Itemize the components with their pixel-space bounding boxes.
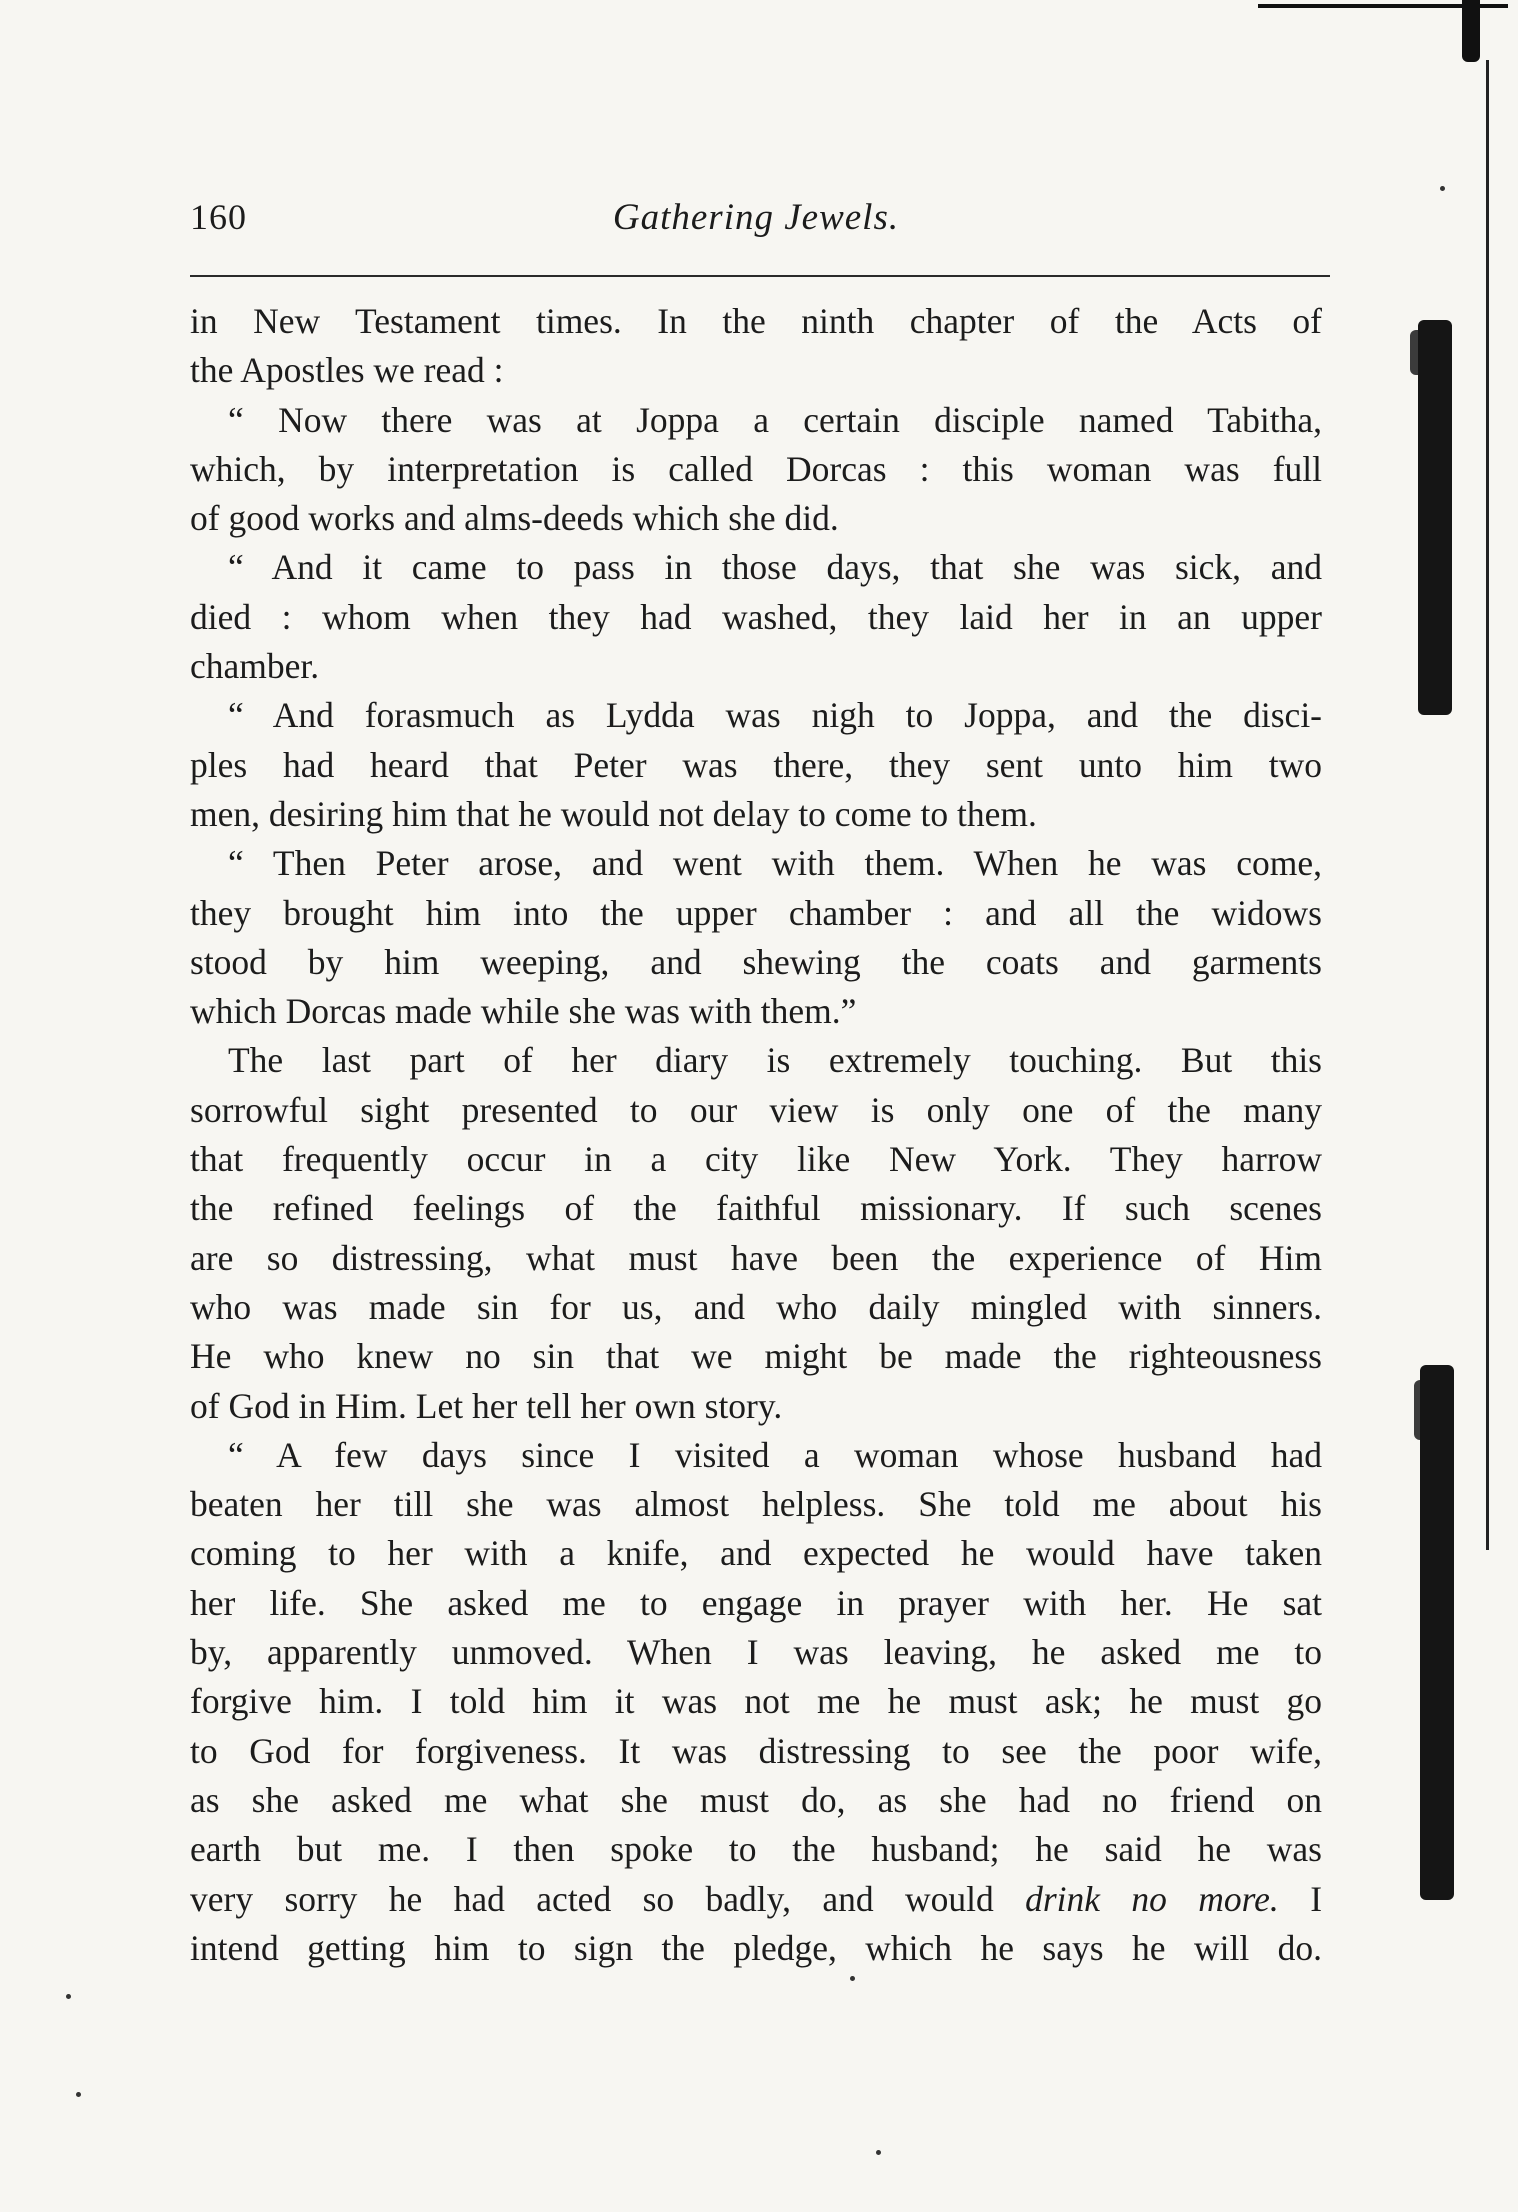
text-line (190, 1234, 1322, 1283)
speck (76, 2092, 81, 2097)
line-text: earth but me. I then spoke to the husband; he said he was (190, 1829, 1322, 1870)
text-line (190, 1875, 1322, 1924)
text-line (190, 790, 1322, 839)
text-line (190, 1825, 1322, 1874)
line-text: forgive him. I told him it was not me he must ask; he must go (190, 1681, 1322, 1722)
text-line (190, 346, 1322, 395)
speck (850, 1976, 855, 1981)
line-text: “ And it came to pass in those days, that she was sick, and (228, 547, 1322, 588)
line-text: to God for forgiveness. It was distressing to see the poor wife, (190, 1730, 1322, 1771)
text-line (190, 691, 1322, 740)
line-text: stood by him weeping, and shewing the coats and garments (190, 941, 1322, 982)
text-line (190, 1283, 1322, 1332)
scan-mark (1420, 1365, 1454, 1900)
text-line (190, 1431, 1322, 1480)
line-text: as she asked me what she must do, as she had no friend on (190, 1779, 1322, 1820)
text-line (190, 938, 1322, 987)
speck (66, 1994, 71, 1999)
line-text: which Dorcas made while she was with them.” (190, 991, 857, 1032)
line-text: “ And forasmuch as Lydda was nigh to Joppa, and the disci- (228, 695, 1322, 736)
text-line (190, 1480, 1322, 1529)
line-text: the refined feelings of the faithful missionary. If such scenes (190, 1188, 1322, 1229)
line-text: they brought him into the upper chamber : and all the widows (190, 892, 1322, 933)
text-line (190, 889, 1322, 938)
line-text: ples had heard that Peter was there, they sent unto him two (190, 744, 1322, 785)
line-text: of good works and alms-deeds which she did. (190, 498, 839, 539)
text-line (190, 494, 1322, 543)
text-line (190, 1382, 1322, 1431)
text-line (190, 1776, 1322, 1825)
line-text: He who knew no sin that we might be made the righteousness (190, 1336, 1322, 1377)
line-text-after: I (1278, 1878, 1323, 1919)
line-text: men, desiring him that he would not delay to come to them. (190, 793, 1037, 834)
line-text: which, by interpretation is called Dorcas : this woman was full (190, 448, 1322, 489)
text-line (190, 1529, 1322, 1578)
line-text: are so distressing, what must have been the experience of Him (190, 1237, 1322, 1278)
text-line (190, 445, 1322, 494)
text-line (190, 543, 1322, 592)
page-header (190, 196, 1322, 252)
speck (1440, 186, 1445, 191)
text-line (190, 1579, 1322, 1628)
body-text (190, 297, 1322, 1973)
text-line (190, 1924, 1322, 1973)
line-text: the Apostles we read : (190, 350, 504, 391)
scan-edge-hook (1462, 0, 1480, 62)
text-line (190, 1086, 1322, 1135)
text-line (190, 1628, 1322, 1677)
line-text: The last part of her diary is extremely touching. But this (228, 1040, 1322, 1081)
scan-edge-line (1486, 60, 1489, 1550)
line-text: her life. She asked me to engage in prayer with her. He sat (190, 1582, 1322, 1623)
text-line (190, 1677, 1322, 1726)
line-text: coming to her with a knife, and expected he would have taken (190, 1533, 1322, 1574)
text-line (190, 1135, 1322, 1184)
text-line (190, 839, 1322, 888)
line-text: died : whom when they had washed, they laid her in an upper (190, 596, 1322, 637)
line-text: “ Now there was at Joppa a certain disciple named Tabitha, (228, 399, 1322, 440)
page-number: 160 (190, 197, 247, 237)
line-text: chamber. (190, 646, 320, 687)
text-line (190, 1036, 1322, 1085)
speck (876, 2150, 881, 2155)
text-line (190, 642, 1322, 691)
running-title: Gathering Jewels. (612, 197, 900, 238)
text-line (190, 1184, 1322, 1233)
text-line (190, 396, 1322, 445)
italic-phrase: drink no more. (1025, 1878, 1279, 1919)
line-text: of God in Him. Let her tell her own story. (190, 1385, 783, 1426)
line-text: who was made sin for us, and who daily mingled with sinners. (190, 1286, 1322, 1327)
line-text: sorrowful sight presented to our view is only one of the many (190, 1089, 1322, 1130)
line-text: “ Then Peter arose, and went with them. When he was come, (228, 843, 1322, 884)
line-text: very sorry he had acted so badly, and would (190, 1878, 1026, 1919)
line-text: that frequently occur in a city like New York. They harrow (190, 1139, 1322, 1180)
line-text: intend getting him to sign the pledge, which he says he will do. (190, 1927, 1322, 1968)
line-text: in New Testament times. In the ninth chapter of the Acts of (190, 301, 1322, 341)
line-text: by, apparently unmoved. When I was leaving, he asked me to (190, 1632, 1322, 1673)
text-line (190, 1332, 1322, 1381)
text-line (190, 1727, 1322, 1776)
text-line (190, 297, 1322, 346)
line-text: beaten her till she was almost helpless. She told me about his (190, 1484, 1322, 1525)
text-line (190, 987, 1322, 1036)
text-line (190, 593, 1322, 642)
scan-mark (1418, 320, 1452, 715)
header-rule (190, 275, 1330, 277)
line-text: “ A few days since I visited a woman whose husband had (228, 1434, 1322, 1475)
text-line (190, 741, 1322, 790)
